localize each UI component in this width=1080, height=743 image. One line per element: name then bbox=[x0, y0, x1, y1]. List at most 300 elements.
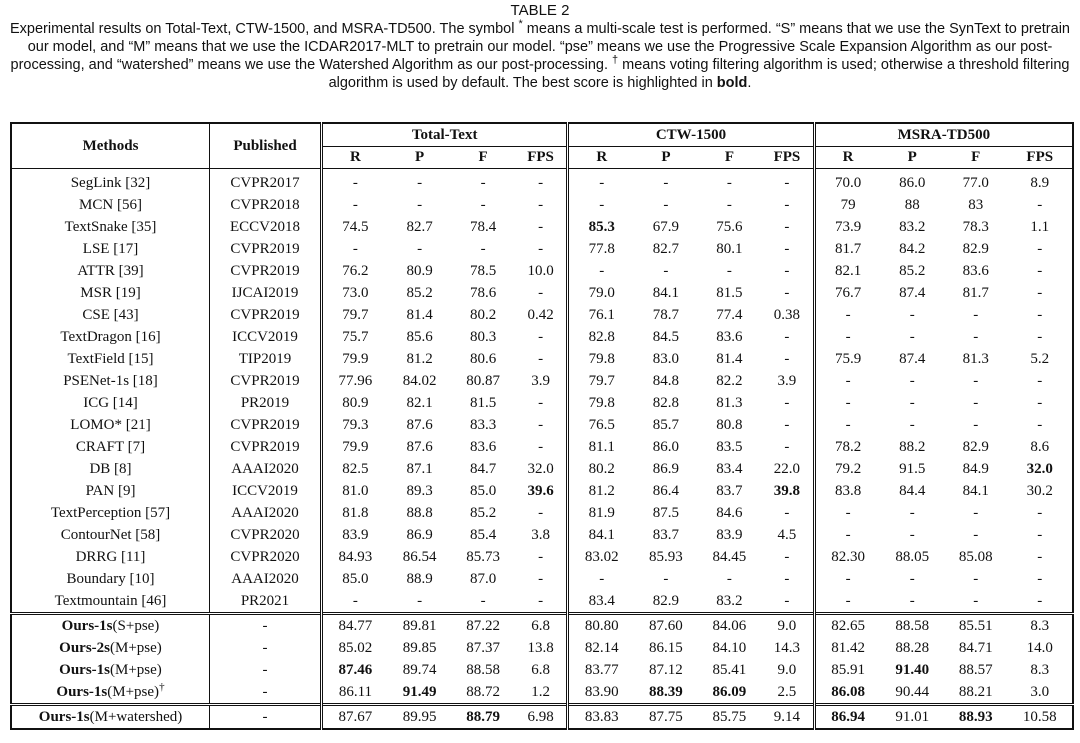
header-metric-fps: FPS bbox=[1007, 147, 1073, 169]
published-venue: CVPR2019 bbox=[210, 260, 322, 282]
table-cell: - bbox=[1037, 240, 1043, 257]
table-cell: 78.7 bbox=[652, 306, 680, 323]
method-name: ATTR [39] bbox=[11, 260, 210, 282]
header-metric-f: F bbox=[451, 147, 515, 169]
table-cell: 91.01 bbox=[880, 705, 944, 730]
table-cell: - bbox=[1037, 306, 1043, 323]
table-cell: - bbox=[761, 546, 814, 568]
table-cell: 5.2 bbox=[1030, 350, 1050, 367]
table-cell: 89.3 bbox=[406, 482, 433, 499]
table-cell: 88.05 bbox=[895, 548, 930, 565]
published-venue: CVPR2019 bbox=[210, 370, 322, 392]
table-cell-value: 87.46 bbox=[338, 661, 373, 678]
table-cell: 82.9 bbox=[652, 592, 680, 609]
table-cell: - bbox=[1037, 526, 1043, 543]
table-cell: - bbox=[515, 194, 568, 216]
table-cell: - bbox=[1037, 262, 1043, 279]
table-cell: - bbox=[1037, 416, 1043, 433]
table-row bbox=[11, 370, 1073, 392]
method-name: DRRG [11] bbox=[11, 546, 210, 568]
table-cell: - bbox=[726, 262, 732, 279]
table-cell: 3.9 bbox=[515, 370, 568, 392]
table-cell: 87.4 bbox=[899, 350, 926, 367]
table-cell bbox=[944, 705, 1008, 730]
table-cell: 80.3 bbox=[469, 328, 497, 345]
table-cell: 14.0 bbox=[1026, 639, 1053, 656]
table-cell: 83.2 bbox=[716, 592, 743, 609]
table-cell: - bbox=[909, 592, 915, 609]
table-cell: - bbox=[1037, 548, 1043, 565]
header-metric-p: P bbox=[880, 147, 944, 169]
table-cell: - bbox=[599, 262, 605, 279]
table-cell: 85.08 bbox=[958, 548, 993, 565]
table-cell: - bbox=[663, 570, 669, 587]
table-cell: 86.0 bbox=[652, 438, 680, 455]
table-cell: - bbox=[909, 328, 915, 345]
table-cell bbox=[451, 705, 515, 730]
table-header bbox=[11, 123, 1073, 169]
table-cell: 84.93 bbox=[338, 548, 373, 565]
table-cell: - bbox=[515, 590, 568, 614]
table-cell: 87.12 bbox=[649, 661, 683, 678]
table-cell: 82.2 bbox=[716, 372, 743, 389]
table-cell: 88.58 bbox=[880, 614, 944, 638]
table-cell: 1.2 bbox=[515, 681, 568, 705]
table-cell: 3.9 bbox=[761, 370, 814, 392]
table-row bbox=[11, 502, 1073, 524]
table-cell: 9.0 bbox=[761, 614, 814, 638]
table-cell: 83.90 bbox=[584, 683, 619, 700]
table-cell: 82.1 bbox=[834, 262, 862, 279]
table-row bbox=[11, 216, 1073, 238]
table-cell: 84.1 bbox=[652, 284, 680, 301]
table-cell: 83.83 bbox=[568, 705, 634, 730]
method-name: PSENet-1s [18] bbox=[11, 370, 210, 392]
method-name bbox=[11, 637, 210, 659]
table-cell: - bbox=[909, 372, 915, 389]
method-name: CSE [43] bbox=[11, 304, 210, 326]
table-cell: - bbox=[973, 526, 979, 543]
header-published: Published bbox=[210, 123, 322, 169]
table-cell: 84.71 bbox=[958, 639, 993, 656]
table-cell: - bbox=[599, 570, 605, 587]
table-cell bbox=[880, 659, 944, 681]
method-name: ContourNet [58] bbox=[11, 524, 210, 546]
table-cell: 84.6 bbox=[716, 504, 743, 521]
table-cell: 85.91 bbox=[831, 661, 865, 678]
method-name-suffix: (M+pse) bbox=[107, 683, 160, 700]
table-row bbox=[11, 414, 1073, 436]
published-venue: CVPR2020 bbox=[210, 546, 322, 568]
header-metric-f: F bbox=[698, 147, 762, 169]
table-cell: 8.6 bbox=[1030, 438, 1050, 455]
table-cell: - bbox=[845, 372, 851, 389]
table-cell-value: 91.49 bbox=[402, 683, 437, 700]
table-cell: 79.3 bbox=[342, 416, 369, 433]
method-name: TextSnake [35] bbox=[11, 216, 210, 238]
table-cell: - bbox=[1037, 570, 1043, 587]
table-cell: - bbox=[845, 504, 851, 521]
table-cell: - bbox=[761, 348, 814, 370]
table-cell: 77.0 bbox=[962, 174, 989, 191]
table-cell-value: 88.79 bbox=[466, 708, 500, 725]
table-cell: 79.9 bbox=[342, 438, 369, 455]
table-cell: 85.93 bbox=[649, 548, 683, 565]
table-cell: 81.7 bbox=[962, 284, 989, 301]
table-row bbox=[11, 436, 1073, 458]
published-venue: AAAI2020 bbox=[210, 568, 322, 590]
table-cell: - bbox=[515, 282, 568, 304]
header-metric-p: P bbox=[388, 147, 452, 169]
table-cell: - bbox=[761, 326, 814, 348]
table-row-ours bbox=[11, 659, 1073, 681]
table-cell: 87.22 bbox=[451, 614, 515, 638]
table-cell: - bbox=[417, 240, 423, 257]
method-name-bold: Ours-1s bbox=[38, 708, 90, 725]
table-cell bbox=[568, 216, 634, 238]
published-venue: CVPR2020 bbox=[210, 524, 322, 546]
published-venue: PR2021 bbox=[210, 590, 322, 614]
published-venue: - bbox=[210, 659, 322, 681]
table-cell bbox=[761, 480, 814, 502]
results-table bbox=[10, 122, 1074, 730]
method-name: SegLink [32] bbox=[11, 169, 210, 195]
table-cell: - bbox=[480, 174, 486, 191]
table-cell: - bbox=[909, 306, 915, 323]
table-cell: - bbox=[1037, 394, 1043, 411]
table-cell: 86.4 bbox=[652, 482, 680, 499]
table-cell: 79.8 bbox=[588, 394, 615, 411]
published-venue: - bbox=[210, 681, 322, 705]
published-venue: - bbox=[210, 614, 322, 638]
table-cell: 80.9 bbox=[406, 262, 433, 279]
table-cell: 75.6 bbox=[716, 218, 743, 235]
table-cell: - bbox=[845, 394, 851, 411]
table-cell: 81.2 bbox=[588, 482, 615, 499]
table-cell: 10.0 bbox=[515, 260, 568, 282]
table-cell: - bbox=[515, 436, 568, 458]
table-cell bbox=[322, 659, 388, 681]
table-row bbox=[11, 169, 1073, 195]
table-cell: 81.5 bbox=[716, 284, 743, 301]
table-cell: 83.4 bbox=[588, 592, 615, 609]
table-cell: 84.1 bbox=[588, 526, 615, 543]
header-metric-f: F bbox=[944, 147, 1008, 169]
table-cell: 85.2 bbox=[899, 262, 926, 279]
table-cell: - bbox=[515, 326, 568, 348]
table-cell: 80.87 bbox=[466, 372, 500, 389]
table-cell: 81.1 bbox=[588, 438, 615, 455]
table-cell: 84.7 bbox=[469, 460, 497, 477]
table-cell: 80.1 bbox=[716, 240, 743, 257]
table-cell: - bbox=[845, 570, 851, 587]
table-cell: - bbox=[973, 372, 979, 389]
previous-methods-body bbox=[11, 169, 1073, 614]
table-cell: - bbox=[973, 306, 979, 323]
table-cell: 89.85 bbox=[402, 639, 437, 656]
table-cell: 87.60 bbox=[634, 614, 698, 638]
table-cell: 88.21 bbox=[958, 683, 993, 700]
table-cell: 89.95 bbox=[388, 705, 452, 730]
table-cell: 79.7 bbox=[588, 372, 615, 389]
published-venue: AAAI2020 bbox=[210, 502, 322, 524]
table-cell: 88 bbox=[904, 196, 920, 213]
table-row bbox=[11, 238, 1073, 260]
table-cell: 83.7 bbox=[716, 482, 743, 499]
method-name-suffix: (S+pse) bbox=[112, 617, 160, 634]
method-name: CRAFT [7] bbox=[11, 436, 210, 458]
table-cell: - bbox=[761, 238, 814, 260]
header-metric-r: R bbox=[568, 147, 634, 169]
published-venue: CVPR2019 bbox=[210, 304, 322, 326]
table-cell: - bbox=[761, 282, 814, 304]
published-venue: CVPR2017 bbox=[210, 169, 322, 195]
table-cell: - bbox=[515, 348, 568, 370]
table-cell: 88.9 bbox=[406, 570, 433, 587]
table-cell: - bbox=[761, 436, 814, 458]
method-name: TextDragon [16] bbox=[11, 326, 210, 348]
table-cell: - bbox=[1037, 284, 1043, 301]
published-venue: CVPR2019 bbox=[210, 238, 322, 260]
table-cell: 85.75 bbox=[698, 705, 762, 730]
table-cell: 84.02 bbox=[402, 372, 437, 389]
published-venue: ECCV2018 bbox=[210, 216, 322, 238]
table-cell: 14.3 bbox=[761, 637, 814, 659]
table-cell: 84.4 bbox=[899, 482, 926, 499]
table-cell: 87.37 bbox=[466, 639, 500, 656]
table-cell: - bbox=[973, 570, 979, 587]
table-cell: - bbox=[515, 216, 568, 238]
header-metric-fps: FPS bbox=[515, 147, 568, 169]
table-cell: - bbox=[515, 414, 568, 436]
table-cell: - bbox=[1037, 592, 1043, 609]
table-cell: - bbox=[909, 570, 915, 587]
table-row bbox=[11, 326, 1073, 348]
table-cell: 74.5 bbox=[342, 218, 369, 235]
table-cell: 84.1 bbox=[962, 482, 989, 499]
table-cell: 89.81 bbox=[388, 614, 452, 638]
published-venue: IJCAI2019 bbox=[210, 282, 322, 304]
table-cell: 85.41 bbox=[712, 661, 747, 678]
header-group-msra-td500: MSRA-TD500 bbox=[814, 123, 1073, 147]
method-name: MCN [56] bbox=[11, 194, 210, 216]
table-cell: 32.0 bbox=[515, 458, 568, 480]
table-cell: 83.02 bbox=[584, 548, 619, 565]
table-cell: - bbox=[417, 196, 423, 213]
table-cell: - bbox=[599, 174, 605, 191]
table-cell bbox=[814, 681, 880, 705]
table-cell: 82.65 bbox=[814, 614, 880, 638]
table-cell: - bbox=[1037, 196, 1043, 213]
table-cell: 77.96 bbox=[338, 372, 373, 389]
table-cell: 85.2 bbox=[406, 284, 433, 301]
method-name-bold: Ours-1s bbox=[59, 661, 111, 678]
table-cell: 9.14 bbox=[761, 705, 814, 730]
table-row bbox=[11, 590, 1073, 614]
published-venue: PR2019 bbox=[210, 392, 322, 414]
method-name-suffix: (M+pse) bbox=[110, 639, 162, 656]
table-cell: 75.9 bbox=[834, 350, 862, 367]
table-cell: 82.9 bbox=[962, 240, 989, 257]
table-cell: 83.8 bbox=[834, 482, 862, 499]
table-cell: 9.0 bbox=[761, 659, 814, 681]
header-metric-r: R bbox=[814, 147, 880, 169]
table-cell: 83.9 bbox=[716, 526, 743, 543]
method-name: MSR [19] bbox=[11, 282, 210, 304]
table-cell: - bbox=[761, 568, 814, 590]
table-cell: 8.9 bbox=[1030, 174, 1050, 191]
table-cell: 1.1 bbox=[1030, 218, 1050, 235]
table-row bbox=[11, 568, 1073, 590]
method-name: Boundary [10] bbox=[11, 568, 210, 590]
table-cell: - bbox=[909, 394, 915, 411]
caption-end: . bbox=[747, 75, 752, 91]
table-cell: 80.2 bbox=[588, 460, 615, 477]
caption-dagger-symbol: † bbox=[612, 54, 619, 67]
published-venue: ICCV2019 bbox=[210, 480, 322, 502]
method-name: TextField [15] bbox=[11, 348, 210, 370]
table-cell: 85.02 bbox=[338, 639, 373, 656]
published-venue: - bbox=[210, 637, 322, 659]
table-row bbox=[11, 392, 1073, 414]
table-cell: - bbox=[515, 546, 568, 568]
table-cell: 91.5 bbox=[899, 460, 926, 477]
table-cell: 84.9 bbox=[962, 460, 989, 477]
table-cell: 8.3 bbox=[1030, 661, 1050, 678]
method-name: TextPerception [57] bbox=[11, 502, 210, 524]
table-cell: 85.73 bbox=[466, 548, 500, 565]
table-cell-value: 91.40 bbox=[895, 661, 930, 678]
table-cell: 81.5 bbox=[469, 394, 497, 411]
method-name-suffix: (M+pse) bbox=[110, 661, 162, 678]
table-cell: 84.8 bbox=[652, 372, 680, 389]
table-row bbox=[11, 546, 1073, 568]
table-cell: - bbox=[417, 174, 423, 191]
caption-star-symbol: * bbox=[518, 18, 523, 31]
table-cell: - bbox=[973, 416, 979, 433]
table-cell: 83.2 bbox=[899, 218, 926, 235]
table-cell: - bbox=[480, 196, 486, 213]
table-cell: 6.8 bbox=[515, 614, 568, 638]
table-row bbox=[11, 260, 1073, 282]
table-cell-value: 88.93 bbox=[958, 708, 993, 725]
table-cell-value: 86.08 bbox=[831, 683, 865, 700]
table-row bbox=[11, 524, 1073, 546]
table-cell: - bbox=[845, 328, 851, 345]
table-cell: 86.11 bbox=[338, 683, 373, 700]
table-cell: 88.57 bbox=[958, 661, 993, 678]
table-row bbox=[11, 348, 1073, 370]
table-cell: 76.7 bbox=[834, 284, 862, 301]
table-cell: - bbox=[726, 570, 732, 587]
table-cell: 3.0 bbox=[1030, 683, 1050, 700]
table-cell: - bbox=[352, 592, 358, 609]
table-row-ours bbox=[11, 637, 1073, 659]
table-cell: - bbox=[663, 196, 669, 213]
table-cell: 87.4 bbox=[899, 284, 926, 301]
table-cell: 0.38 bbox=[761, 304, 814, 326]
our-methods-body bbox=[11, 614, 1073, 730]
table-cell: 73.9 bbox=[834, 218, 862, 235]
table-row-ours bbox=[11, 681, 1073, 705]
header-metric-p: P bbox=[634, 147, 698, 169]
dagger-symbol: † bbox=[159, 680, 165, 693]
table-cell: 80.9 bbox=[342, 394, 369, 411]
method-name-bold: Ours-1s bbox=[56, 683, 108, 700]
header-group-total-text: Total-Text bbox=[322, 123, 568, 147]
table-cell: 82.14 bbox=[584, 639, 619, 656]
table-cell: 75.7 bbox=[342, 328, 369, 345]
table-cell bbox=[698, 681, 762, 705]
table-cell: 82.30 bbox=[831, 548, 865, 565]
caption-bold-word: bold bbox=[716, 75, 748, 91]
table-cell: - bbox=[352, 196, 358, 213]
table-cell: 86.54 bbox=[402, 548, 437, 565]
table-row bbox=[11, 480, 1073, 502]
table-cell: 79.2 bbox=[834, 460, 862, 477]
table-row bbox=[11, 282, 1073, 304]
table-cell-value: 86.09 bbox=[712, 683, 747, 700]
table-cell: 84.2 bbox=[899, 240, 926, 257]
table-cell: 22.0 bbox=[761, 458, 814, 480]
table-cell: 81.8 bbox=[342, 504, 369, 521]
table-cell bbox=[814, 705, 880, 730]
table-cell: 84.45 bbox=[712, 548, 747, 565]
header-methods: Methods bbox=[11, 123, 210, 169]
method-name-bold: Ours-2s bbox=[59, 639, 111, 656]
table-cell: 85.2 bbox=[469, 504, 497, 521]
table-cell: 90.44 bbox=[895, 683, 930, 700]
table-cell: 88.2 bbox=[899, 438, 926, 455]
table-cell: 79.0 bbox=[588, 284, 615, 301]
table-cell: 82.1 bbox=[406, 394, 433, 411]
table-cell: 10.58 bbox=[1007, 705, 1073, 730]
table-cell: 83.3 bbox=[469, 416, 497, 433]
table-cell: 76.5 bbox=[588, 416, 615, 433]
method-name: LOMO* [21] bbox=[11, 414, 210, 436]
table-cell: 86.15 bbox=[649, 639, 683, 656]
table-cell: 78.5 bbox=[469, 262, 497, 279]
table-cell: 81.42 bbox=[831, 639, 865, 656]
table-cell: 81.3 bbox=[716, 394, 743, 411]
table-cell bbox=[1007, 458, 1073, 480]
caption-text-2: means a multi-scale test is performed. “S” means that we use the SynText to pretrain our model, and “M” means that we use the ICDAR2017-MLT to pretrain our model. “pse” means we use the Progressive Scale Expansion Algorithm as our post-processing, and “watershed” means we use the Watershed Algorithm as our post-processing. bbox=[10, 21, 1070, 73]
table-cell: 76.1 bbox=[588, 306, 615, 323]
header-metric-fps: FPS bbox=[761, 147, 814, 169]
table-cell: 82.8 bbox=[588, 328, 615, 345]
header-group-ctw-1500: CTW-1500 bbox=[568, 123, 814, 147]
table-cell: 86.9 bbox=[406, 526, 433, 543]
table-cell: - bbox=[845, 526, 851, 543]
table-cell: - bbox=[1037, 372, 1043, 389]
table-cell: 89.74 bbox=[402, 661, 437, 678]
table-cell: 81.4 bbox=[716, 350, 743, 367]
table-row bbox=[11, 304, 1073, 326]
table-cell: 83.7 bbox=[652, 526, 680, 543]
table-cell: - bbox=[845, 592, 851, 609]
table-cell: 77.4 bbox=[716, 306, 743, 323]
table-cell: - bbox=[663, 262, 669, 279]
table-cell: 88.28 bbox=[895, 639, 930, 656]
table-cell: - bbox=[480, 240, 486, 257]
table-cell: 85.7 bbox=[652, 416, 680, 433]
method-name bbox=[11, 681, 210, 705]
table-cell: - bbox=[761, 260, 814, 282]
table-cell: 84.06 bbox=[698, 614, 762, 638]
table-cell: - bbox=[845, 416, 851, 433]
table-cell bbox=[515, 480, 568, 502]
table-cell: 83.4 bbox=[716, 460, 743, 477]
